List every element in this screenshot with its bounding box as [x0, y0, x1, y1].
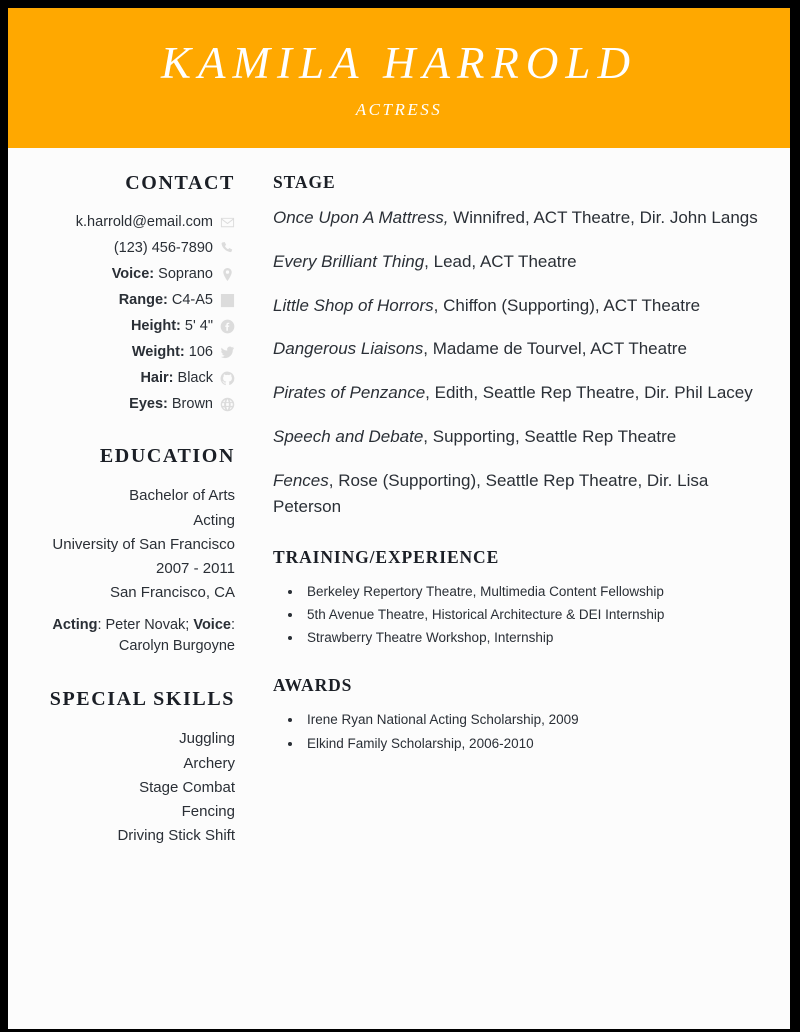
education-line: 2007 - 2011	[156, 560, 235, 578]
contact-item[interactable]	[18, 237, 235, 259]
skill-item: Archery	[183, 754, 235, 772]
facebook-icon	[220, 319, 235, 334]
contact-item-label: Height:	[130, 317, 181, 334]
stage-credit-title: Speech and Debate	[273, 427, 424, 447]
stage-credit-details: , Chiffon (Supporting), ACT Theatre	[433, 295, 701, 315]
stage-credit-title: Once Upon A Mattress,	[273, 208, 449, 227]
training-item: • Berkeley Repertory Theatre, Multimedia Content Fellowship	[303, 580, 780, 603]
skills-list	[18, 727, 235, 848]
location-pin-icon	[220, 267, 235, 282]
awards-list	[273, 708, 780, 754]
contact-item[interactable]	[18, 211, 235, 233]
resume-page	[8, 8, 790, 1029]
stage-credit	[273, 424, 780, 450]
contact-item-label: Voice:	[111, 265, 155, 282]
teacher-label: Voice	[193, 616, 231, 633]
linkedin-icon	[220, 293, 235, 308]
skill-item: Driving Stick Shift	[117, 827, 235, 845]
contact-item[interactable]	[18, 289, 235, 311]
skill-item: Fencing	[181, 803, 235, 821]
stage-credit	[273, 380, 780, 406]
skills-heading: SPECIAL SKILLS	[49, 688, 235, 711]
stage-credit	[273, 468, 780, 520]
contact-item-text: k.harrold@email.com	[75, 214, 213, 230]
contact-item-label: Hair:	[140, 369, 174, 386]
sidebar	[18, 172, 247, 849]
stage-credit	[273, 293, 780, 319]
stage-credit	[273, 336, 780, 362]
contact-item-text: Eyes: Brown	[129, 395, 213, 412]
award-item: • Elkind Family Scholarship, 2006-2010	[303, 732, 780, 755]
contact-item[interactable]	[18, 263, 235, 285]
training-item: • Strawberry Theatre Workshop, Internship	[303, 626, 780, 649]
award-item: • Irene Ryan National Acting Scholarship, 2009	[303, 708, 780, 731]
education-line: University of San Francisco	[52, 535, 235, 553]
contact-item[interactable]	[18, 341, 235, 363]
page-title: KAMILA HARROLD	[161, 37, 637, 88]
contact-item-label: Eyes:	[129, 395, 168, 412]
stage-list	[273, 205, 780, 520]
education-line: San Francisco, CA	[109, 584, 235, 602]
envelope-icon	[220, 215, 235, 230]
contact-item[interactable]	[18, 393, 235, 415]
contact-item-text: Height: 5' 4"	[130, 317, 213, 334]
contact-item-text: Hair: Black	[140, 369, 213, 386]
contact-item-label: Weight:	[131, 343, 185, 360]
contact-item-label: Range:	[118, 291, 168, 308]
contact-item-text: Range: C4-A5	[118, 291, 213, 308]
contact-item[interactable]	[18, 315, 235, 337]
stage-credit-details: , Edith, Seattle Rep Theatre, Dir. Phil Lacey	[425, 383, 753, 403]
stage-credit-title: Little Shop of Horrors	[273, 295, 434, 315]
stage-credit	[273, 205, 780, 231]
stage-credit	[273, 249, 780, 275]
training-item: • 5th Avenue Theatre, Historical Architecture & DEI Internship	[303, 603, 780, 626]
skill-item: Juggling	[179, 730, 235, 748]
stage-credit-title: Dangerous Liaisons	[273, 339, 424, 359]
twitter-icon	[220, 345, 235, 360]
teacher-label: Acting	[52, 616, 98, 633]
main-content	[247, 172, 780, 849]
contact-item-text: Voice: Soprano	[111, 265, 213, 282]
header-subtitle: ACTRESS	[355, 100, 443, 120]
stage-credit-details: , Lead, ACT Theatre	[424, 251, 577, 271]
education-heading: EDUCATION	[99, 445, 235, 468]
education-teachers: Acting: Peter Novak; Voice: Carolyn Burgoyne	[52, 616, 235, 655]
stage-credit-details: Winnifred, ACT Theatre, Dir. John Langs	[448, 208, 758, 227]
contact-heading: CONTACT	[125, 172, 235, 194]
resume-body	[8, 148, 790, 849]
github-icon	[220, 371, 235, 386]
stage-credit-title: Fences	[273, 470, 329, 490]
stage-credit-details: , Madame de Tourvel, ACT Theatre	[423, 339, 687, 359]
training-list	[273, 580, 780, 650]
stage-credit-details: , Supporting, Seattle Rep Theatre	[423, 427, 677, 447]
contact-item-text: Weight: 106	[131, 343, 213, 360]
contact-item-text: (123) 456-7890	[113, 239, 213, 256]
education-block	[18, 484, 235, 658]
training-heading: TRAINING/EXPERIENCE	[273, 546, 500, 567]
phone-icon	[220, 241, 235, 256]
stage-heading: STAGE	[273, 172, 336, 192]
contact-item[interactable]	[18, 367, 235, 389]
education-line: Bachelor of Arts	[129, 487, 235, 505]
stage-credit-title: Pirates of Penzance	[273, 383, 426, 403]
skill-item: Stage Combat	[139, 778, 235, 796]
globe-icon	[220, 397, 235, 412]
header-banner	[8, 8, 790, 148]
education-line: Acting	[193, 511, 235, 529]
stage-credit-details: , Rose (Supporting), Seattle Rep Theatre, Dir. Lisa Peterson	[273, 470, 709, 516]
awards-heading: AWARDS	[273, 675, 353, 696]
stage-credit-title: Every Brilliant Thing	[273, 251, 425, 271]
contact-list	[18, 211, 235, 415]
